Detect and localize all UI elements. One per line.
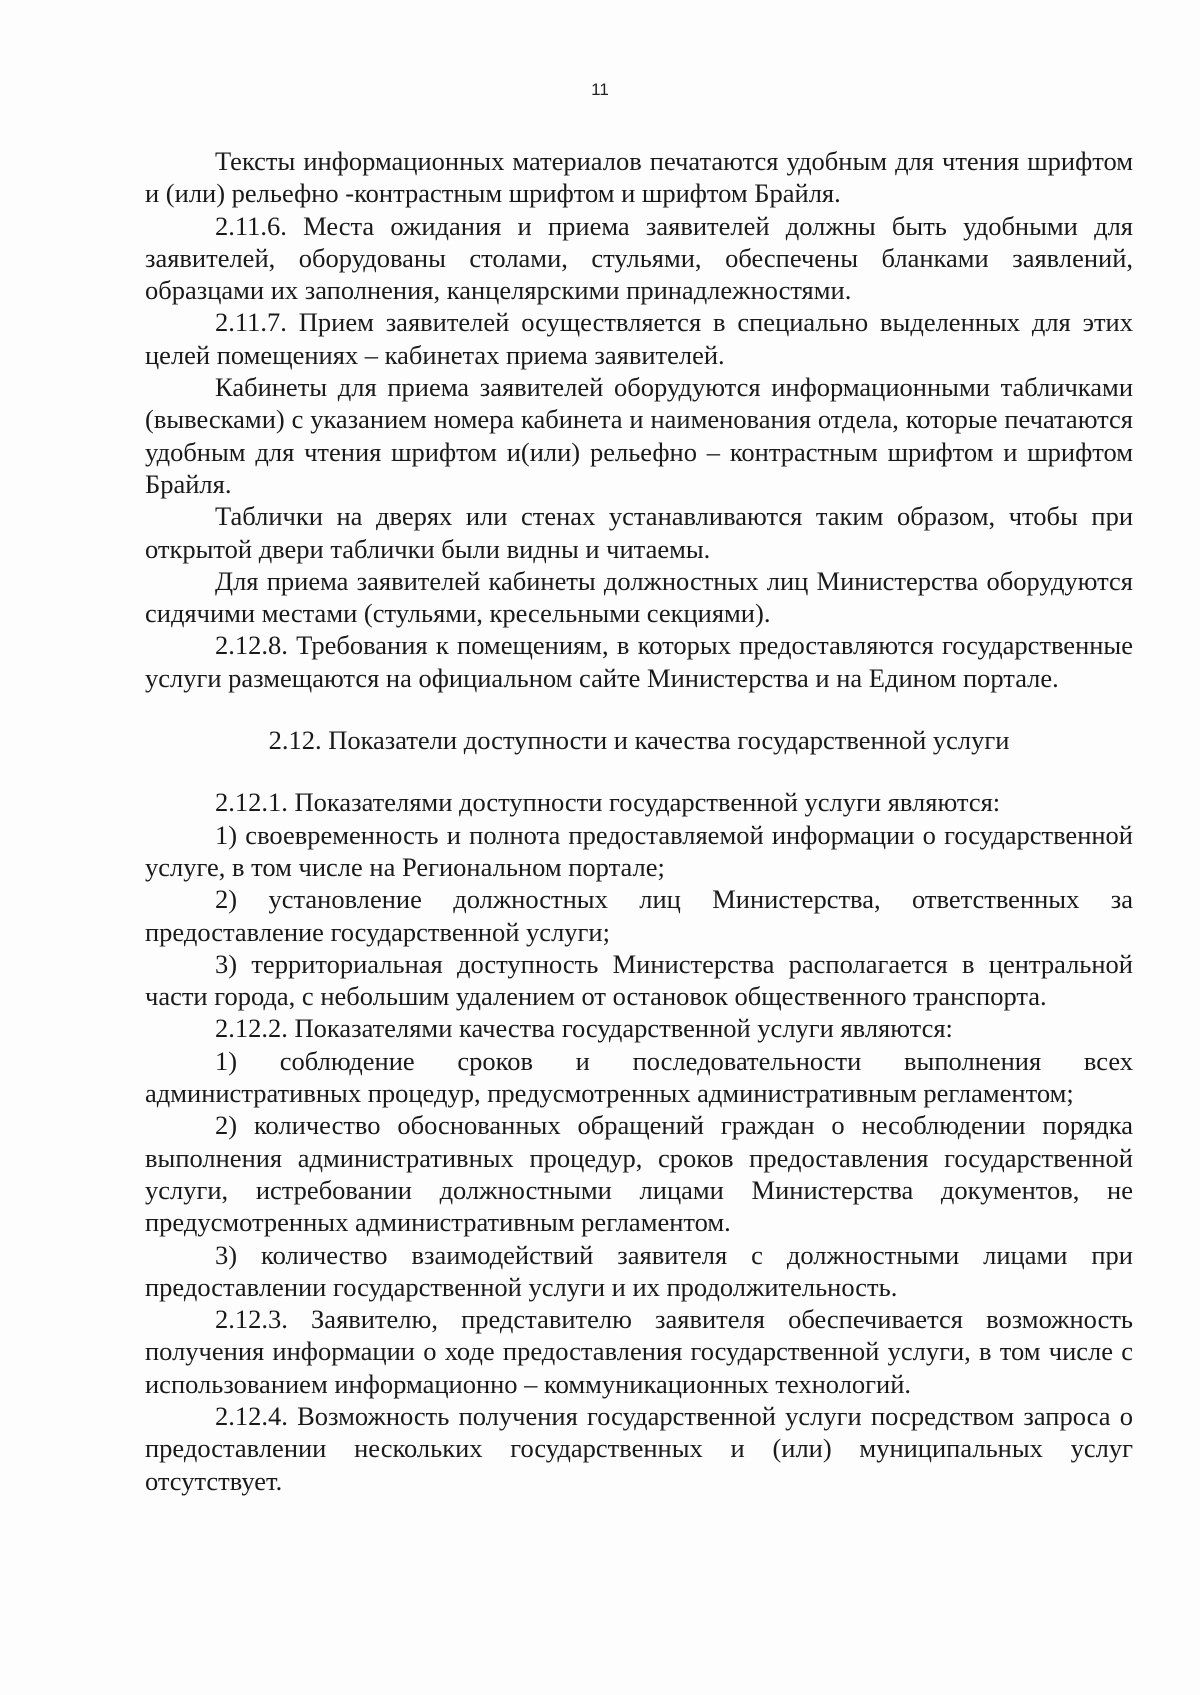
list-item: 1) соблюдение сроков и последовательности выполнения всех административных процедур, предусмотренных административным регламентом; (145, 1045, 1133, 1109)
paragraph: 2.11.7. Прием заявителей осуществляется в специально выделенных для этих целей помещениях – кабинетах приема заявителей. (145, 307, 1133, 370)
page-number: 11 (591, 80, 609, 99)
list-item: 3) количество взаимодействий заявителя с должностными лицами при предоставлении государственной услуги и их продолжительность. (145, 1239, 1133, 1302)
paragraph: 2.12.8. Требования к помещениям, в которых предоставляются государственные услуги размещаются на официальном сайте Министерства и на Едином портале. (145, 630, 1133, 693)
paragraph: Таблички на дверях или стенах устанавливаются таким образом, чтобы при открытой двери таблички были видны и читаемы. (145, 501, 1133, 564)
paragraph: 2.11.6. Места ожидания и приема заявителей должны быть удобными для заявителей, оборудованы столами, стульями, обеспечены бланками заявлений, образцами их заполнения, канцелярскими принадлежностями. (145, 210, 1133, 306)
paragraph: Тексты информационных материалов печатаются удобным для чтения шрифтом и (или) рельефно -контрастным шрифтом и шрифтом Брайля. (145, 146, 1133, 209)
paragraph: 2.12.2. Показателями качества государственной услуги являются: (215, 1013, 953, 1044)
paragraph: Кабинеты для приема заявителей оборудуются информационными табличками (вывесками) с указанием номера кабинета и наименования отдела, которые печатаются удобным для чтения шрифтом и(или) рельефно – контрастным шрифтом и шрифтом Брайля. (145, 372, 1133, 499)
paragraph: 2.12.1. Показателями доступности государственной услуги являются: (215, 787, 1001, 818)
list-item: 1) своевременность и полнота предоставляемой информации о государственной услуге, в том числе на Региональном портале; (145, 819, 1133, 882)
section-heading: 2.12. Показатели доступности и качества государственной услуги (268, 725, 1010, 756)
document-body (145, 145, 1133, 1497)
list-item: 2) количество обоснованных обращений граждан о несоблюдении порядка выполнения административных процедур, сроков предоставления государственной услуги, истребовании должностными лицами Министерства документов, не предусмотренных административным регламентом. (145, 1110, 1133, 1238)
paragraph: 2.12.4. Возможность получения государственной услуги посредством запроса о предоставлении нескольких государственных и (или) муниципальных услуг отсутствует. (145, 1400, 1133, 1496)
paragraph: 2.12.3. Заявителю, представителю заявителя обеспечивается возможность получения информации о ходе предоставления государственной услуги, в том числе с использованием информационно – коммуникационных технологий. (145, 1304, 1133, 1399)
list-item: 2) установление должностных лиц Министерства, ответственных за предоставление государственной услуги; (145, 884, 1133, 947)
list-item: 3) территориальная доступность Министерства располагается в центральной части города, с небольшим удалением от остановок общественного транспорта. (145, 948, 1133, 1012)
paragraph: Для приема заявителей кабинеты должностных лиц Министерства оборудуются сидячими местами (стульями, кресельными секциями). (145, 565, 1133, 629)
